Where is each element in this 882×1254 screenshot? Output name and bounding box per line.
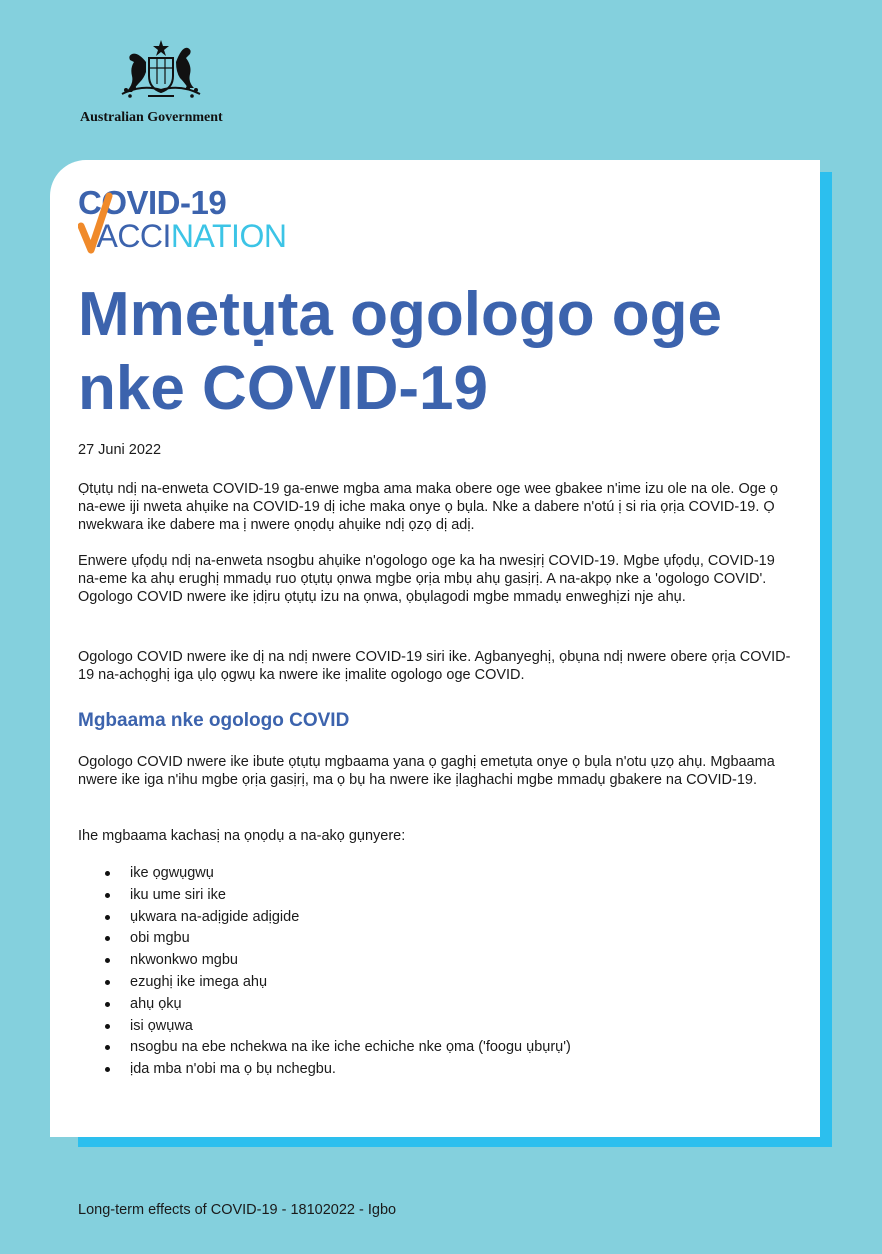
coat-of-arms-icon xyxy=(116,38,206,104)
publication-date: 27 Juni 2022 xyxy=(78,442,162,458)
list-item: ezughị ike imega ahụ xyxy=(78,972,571,994)
logo-acci: ACCI xyxy=(96,218,171,254)
paragraph-symptoms: Ogologo COVID nwere ike ibute ọtụtụ mgbaama yana ọ gaghị emetụta onye ọ bụla n'otu ụzọ ahụ. Mgbaama nwere ike iga n'ihu mgbe ọrịa gasịrị, ma ọ bụ ha nwere ike ịlaghachi mgbe mmadụ gbakere na COVID-19. xyxy=(78,754,775,788)
government-name: Australian Government xyxy=(80,110,223,125)
logo-nation: NATION xyxy=(170,218,287,254)
list-item: ahụ ọkụ xyxy=(78,994,571,1016)
paragraph-intro: Ọtụtụ ndị na-enweta COVID-19 ga-enwe mgba ama maka obere oge wee gbakee n'ime izu ole na ole. Oge ọ na-ewe iji nweta ahụike na COVID-19 dị iche maka onye ọ bụla. Nke a dabere n'otú ị si ria ọrịa COVID-19. Ọ nwekwara ike dabere ma ị nwere ọnọdụ ahụike ndị ọzọ dị adị. xyxy=(78,481,778,533)
covid-vaccination-logo xyxy=(78,186,328,256)
page-title: Mmetụta ogologo oge nke COVID-19 xyxy=(78,280,723,423)
list-item: obi mgbu xyxy=(78,928,571,950)
australian-government-logo xyxy=(80,38,242,126)
footer-text: Long-term effects of COVID-19 - 18102022 - Igbo xyxy=(78,1202,397,1218)
section-heading: Mgbaama nke ogologo COVID xyxy=(78,710,350,731)
symptom-list xyxy=(78,863,571,1081)
checkmark-icon xyxy=(78,186,138,256)
paragraph-who-affected: Ogologo COVID nwere ike dị na ndị nwere COVID-19 siri ike. Agbanyeghị, ọbụna ndị nwere obere ọrịa COVID-19 na-achọghị iga ụlọ ọgwụ ka nwere ike ịmalite ogologo oge COVID. xyxy=(78,649,791,683)
list-item: iku ume siri ike xyxy=(78,885,571,907)
symptoms-intro: Ihe mgbaama kachasị na ọnọdụ a na-akọ gụnyere: xyxy=(78,828,406,844)
list-item: nsogbu na ebe nchekwa na ike iche echiche nke ọma ('foogu ụbụrụ') xyxy=(78,1037,571,1059)
logo-line-covid: COVID-19 xyxy=(78,184,227,221)
list-item: ịda mba n'obi ma ọ bụ nchegbu. xyxy=(78,1059,571,1081)
list-item: ike ọgwụgwụ xyxy=(78,863,571,885)
list-item: nkwonkwo mgbu xyxy=(78,950,571,972)
list-item: ụkwara na-adịgide adịgide xyxy=(78,907,571,929)
list-item: isi ọwụwa xyxy=(78,1016,571,1038)
paragraph-long-covid: Enwere ụfọdụ ndị na-enweta nsogbu ahụike n'ogologo oge ka ha nwesịrị COVID-19. Mgbe ụfọdụ, COVID-19 na-eme ka ahụ erughị mmadụ ruo ọtụtụ ọnwa mgbe ọrịa mbụ ahụ gasịrị. A na-akpọ nke a 'ogologo COVID'. Ogologo COVID nwere ike ịdịru ọtụtụ izu na ọnwa, ọbụlagodi mgbe mmadụ enweghịzi nje ahụ. xyxy=(78,553,775,605)
